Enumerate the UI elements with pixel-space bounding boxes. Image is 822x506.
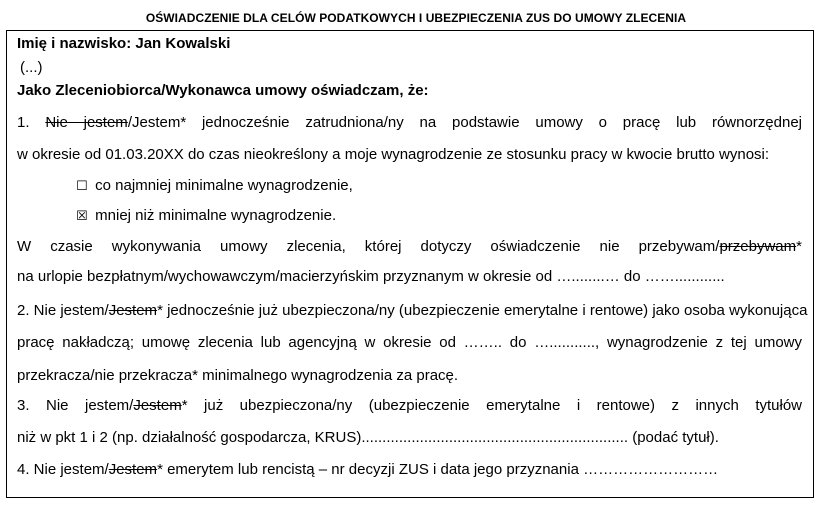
item2-struck-text: Jestem bbox=[108, 302, 158, 319]
item3-rest: * już ubezpieczona/ny (ubezpieczenie emerytalne i rentowe) z innych tytułów bbox=[181, 397, 803, 414]
item1-rest: /Jestem* jednocześnie zatrudniona/ny na podstawie umowy o pracę lub równorzędnej bbox=[127, 114, 802, 131]
declaration-heading: Jako Zleceniobiorca/Wykonawca umowy oświadczam, że: bbox=[17, 82, 429, 99]
option-below-minimum-wage-label: mniej niż minimalne wynagrodzenie. bbox=[95, 207, 337, 224]
item2-rest: * jednocześnie już ubezpieczona/ny (ubezpieczenie emerytalne i rentowe) jako osoba wykonująca bbox=[157, 302, 808, 319]
checkbox-unchecked-icon[interactable]: ☐ bbox=[76, 179, 88, 194]
item4-rest: * emerytem lub rencistą – nr decyzji ZUS i data jego przyznania ……………………… bbox=[157, 461, 719, 478]
item1-line1 bbox=[17, 114, 802, 132]
item2-line2: pracę nakładczą; umowę zlecenia lub agencyjną w okresie od …….. do …..........., wynagrodzenie z tej umowy bbox=[17, 334, 802, 351]
leave-line1 bbox=[17, 238, 802, 256]
item2-line3: przekracza/nie przekracza* minimalnego wynagrodzenia za pracę. bbox=[17, 367, 459, 384]
checkbox-checked-icon[interactable]: ☒ bbox=[76, 209, 88, 224]
item3-struck-text: Jestem bbox=[133, 397, 182, 414]
item1-line2: w okresie od 01.03.20XX do czas nieokreślony a moje wynagrodzenie ze stosunku pracy w kwocie brutto wynosi: bbox=[17, 146, 770, 163]
item1-struck-text: Nie jestem bbox=[45, 114, 128, 131]
form-frame bbox=[6, 30, 814, 498]
item3-prefix: 3. Nie jestem/ bbox=[17, 397, 134, 414]
leave-struck-text: przebywam bbox=[719, 238, 797, 255]
item4-line bbox=[17, 461, 802, 479]
item3-line1 bbox=[17, 397, 802, 415]
leave-text: W czasie wykonywania umowy zlecenia, której dotyczy oświadczenie nie przebywam/ bbox=[17, 238, 720, 255]
ellipsis-line: (...) bbox=[20, 59, 43, 76]
option-minimum-wage[interactable] bbox=[76, 177, 353, 196]
item2-prefix: 2. Nie jestem/ bbox=[17, 302, 109, 319]
item1-prefix: 1. bbox=[17, 114, 46, 131]
leave-asterisk: * bbox=[796, 238, 802, 255]
item3-line2: niż w pkt 1 i 2 (np. działalność gospodarcza, KRUS)................................................................ (podać tytuł). bbox=[17, 429, 719, 446]
document-title: OŚWIADCZENIE DLA CELÓW PODATKOWYCH I UBEZPIECZENIA ZUS DO UMOWY ZLECENIA bbox=[145, 11, 687, 25]
option-below-minimum-wage[interactable] bbox=[76, 207, 336, 226]
option-minimum-wage-label: co najmniej minimalne wynagrodzenie, bbox=[95, 177, 353, 194]
item2-line1 bbox=[17, 302, 808, 320]
item4-struck-text: Jestem bbox=[108, 461, 158, 478]
name-line: Imię i nazwisko: Jan Kowalski bbox=[17, 35, 231, 52]
item4-prefix: 4. Nie jestem/ bbox=[17, 461, 109, 478]
leave-line2: na urlopie bezpłatnym/wychowawczym/macierzyńskim przyznanym w okresie od …........… do ……............ bbox=[17, 268, 725, 285]
